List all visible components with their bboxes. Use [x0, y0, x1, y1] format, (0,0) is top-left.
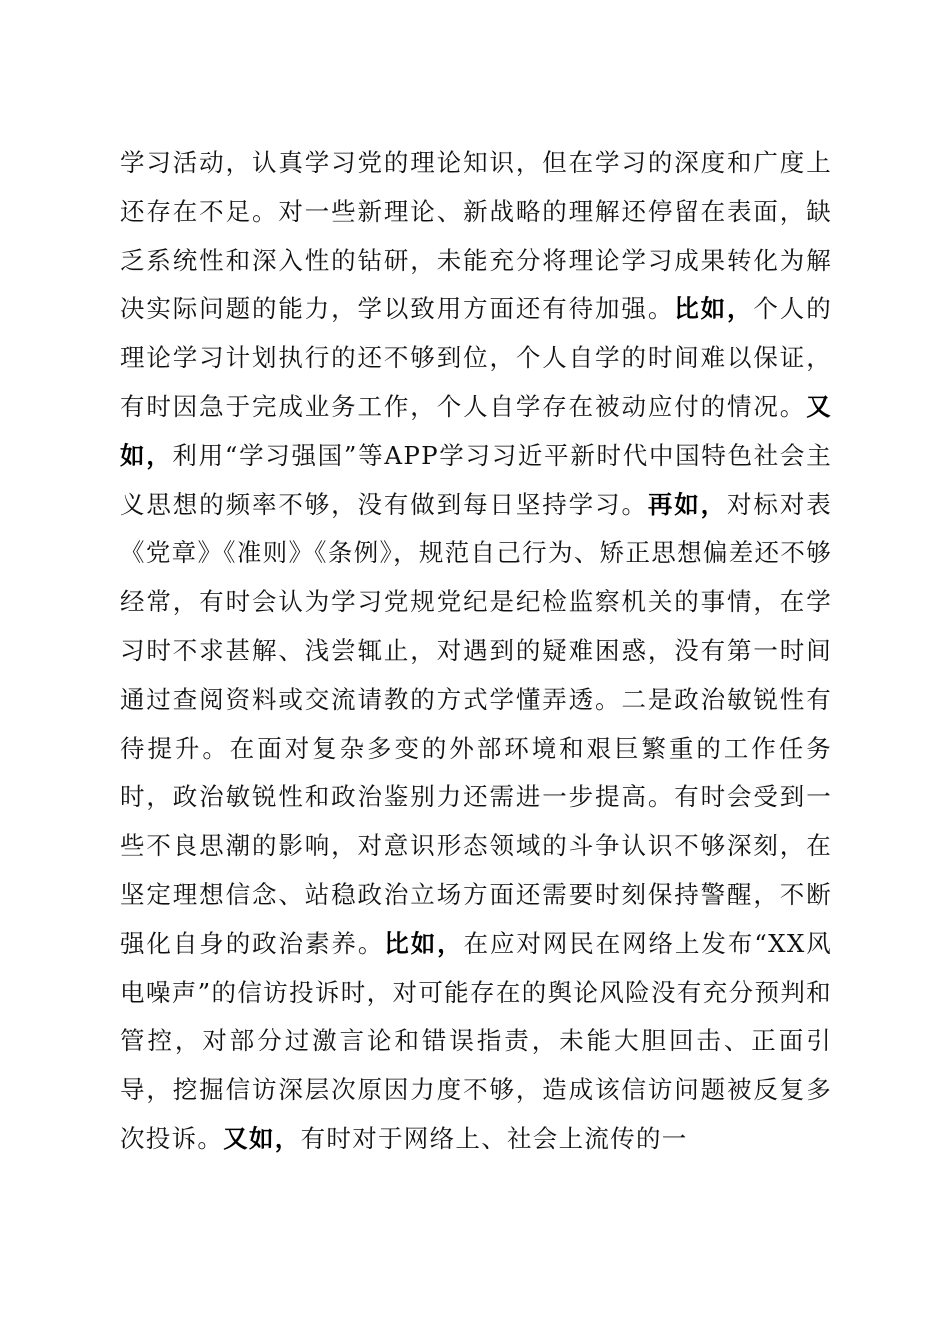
text-segment: 对标对表《党章》《准则》《条例》，规范自己行为、矫正思想偏差还不够经常，有时会认为学习党规党纪是纪检监察机关的事情，在学习时不求甚解、浅尝辄止，对遇到的疑难困惑，没有第一时间通过查阅资料或交流请教的方式学懂弄透。二是政治敏锐性有待提升。在面对复杂多变的外部环境和艰巨繁重的工作任务时，政治敏锐性和政治鉴别力还需进一步提高。有时会受到一些不良思潮的影响，对意识形态领域的斗争认识不够深刻，在坚定理想信念、站稳政治立场方面还需要时刻保持警醒，不断强化自身的政治素养。	[120, 489, 833, 958]
text-segment: 在应对网民在网络上发布“XX风电噪声”的信访投诉时，对可能存在的舆论风险没有充分预判和管控，对部分过激言论和错误指责，未能大胆回击、正面引导，挖掘信访深层次原因力度不够，造成该信访问题被反复多次投诉。	[120, 928, 832, 1153]
text-segment: 学习活动，认真学习党的理论知识，但在学习的深度和广度上还存在不足。对一些新理论、新战略的理解还停留在表面，缺乏系统性和深入性的钻研，未能充分将理论学习成果转化为解决实际问题的能力，学以致用方面还有待加强。	[120, 148, 832, 324]
bold-lead-youru-2: 又如，	[223, 1123, 301, 1153]
text-segment: 利用“学习强国”等APP学习习近平新时代中国特色社会主义思想的频率不够，没有做到每日坚持学习。	[120, 440, 832, 519]
bold-lead-biru-2: 比如，	[384, 928, 464, 958]
bold-lead-youru: 又如，	[120, 391, 832, 470]
text-segment: 个人的理论学习计划执行的还不够到位，个人自学的时间难以保证，有时因急于完成业务工作，个人自学存在被动应付的情况。	[120, 294, 832, 421]
bold-lead-zairu: 再如，	[647, 489, 728, 519]
text-segment: 有时对于网络上、社会上流传的一	[300, 1123, 688, 1153]
bold-lead-biru: 比如，	[674, 294, 754, 324]
body-paragraph	[120, 139, 832, 1164]
